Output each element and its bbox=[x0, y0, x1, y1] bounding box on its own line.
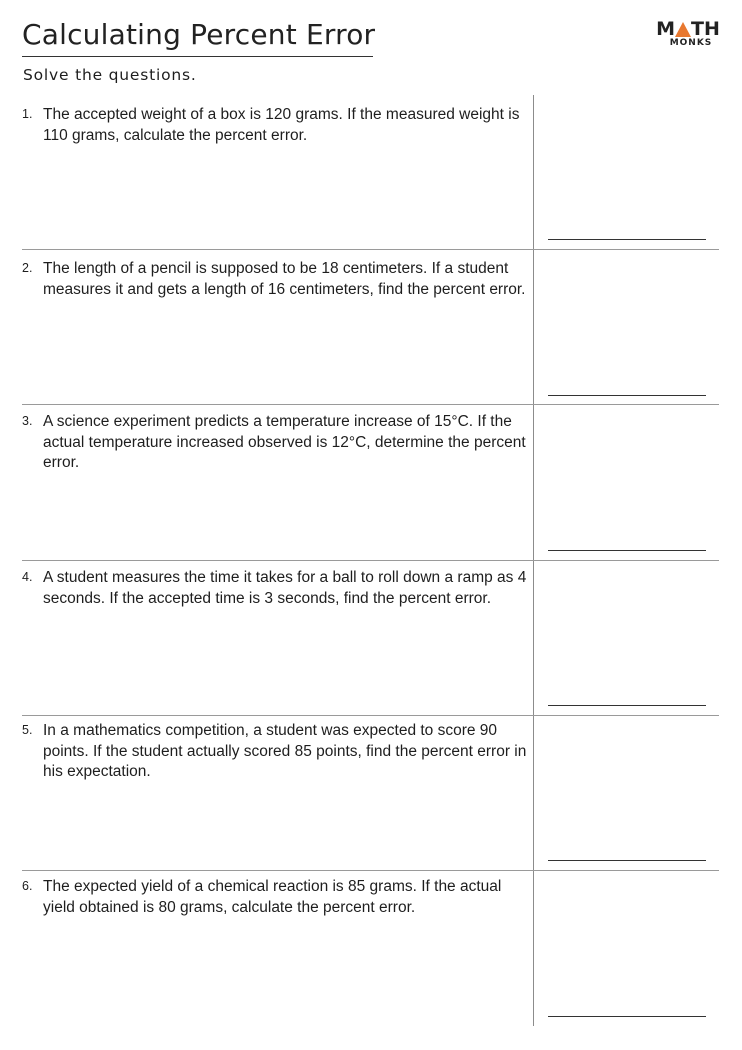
row-divider bbox=[22, 715, 719, 716]
math-monks-logo bbox=[655, 19, 723, 49]
question-text: The expected yield of a chemical reaction is 85 grams. If the actual yield obtained is 80 grams, calculate the percent error. bbox=[43, 878, 502, 916]
answer-line[interactable] bbox=[548, 239, 706, 240]
row-divider bbox=[22, 560, 719, 561]
page-title: Calculating Percent Error bbox=[22, 18, 376, 51]
question-item bbox=[22, 412, 532, 474]
title-underline bbox=[22, 56, 373, 57]
question-number: 4. bbox=[22, 570, 33, 584]
triangle-icon bbox=[675, 22, 691, 37]
question-text: In a mathematics competition, a student was expected to score 90 points. If the student actually scored 85 points, find the percent error in his expectation. bbox=[43, 722, 527, 780]
logo-subtitle: MONKS bbox=[669, 38, 713, 48]
answer-line[interactable] bbox=[548, 705, 706, 706]
question-number: 6. bbox=[22, 879, 33, 893]
logo-wordmark bbox=[655, 19, 721, 39]
row-divider bbox=[22, 870, 719, 871]
question-item bbox=[22, 877, 532, 918]
logo-letter-m: M bbox=[656, 18, 676, 40]
question-number: 2. bbox=[22, 261, 33, 275]
question-text: The accepted weight of a box is 120 grams. If the measured weight is 110 grams, calculate the percent error. bbox=[43, 106, 520, 144]
question-text: A science experiment predicts a temperature increase of 15°C. If the actual temperature increased observed is 12°C, determine the percent error. bbox=[43, 413, 526, 471]
logo-letters-th: TH bbox=[691, 18, 720, 40]
row-divider bbox=[22, 404, 719, 405]
question-text: A student measures the time it takes for a ball to roll down a ramp as 4 seconds. If the accepted time is 3 seconds, find the percent error. bbox=[43, 569, 527, 607]
answer-line[interactable] bbox=[548, 1016, 706, 1017]
question-item bbox=[22, 721, 532, 783]
question-number: 5. bbox=[22, 723, 33, 737]
question-item bbox=[22, 259, 532, 300]
row-divider bbox=[22, 249, 719, 250]
answer-line[interactable] bbox=[548, 395, 706, 396]
instructions: Solve the questions. bbox=[23, 66, 197, 84]
question-number: 1. bbox=[22, 107, 33, 121]
question-item bbox=[22, 568, 532, 609]
answer-line[interactable] bbox=[548, 860, 706, 861]
answer-line[interactable] bbox=[548, 550, 706, 551]
question-number: 3. bbox=[22, 414, 33, 428]
question-text: The length of a pencil is supposed to be 18 centimeters. If a student measures it and gets a length of 16 centimeters, find the percent error. bbox=[43, 260, 526, 298]
question-item bbox=[22, 105, 532, 146]
